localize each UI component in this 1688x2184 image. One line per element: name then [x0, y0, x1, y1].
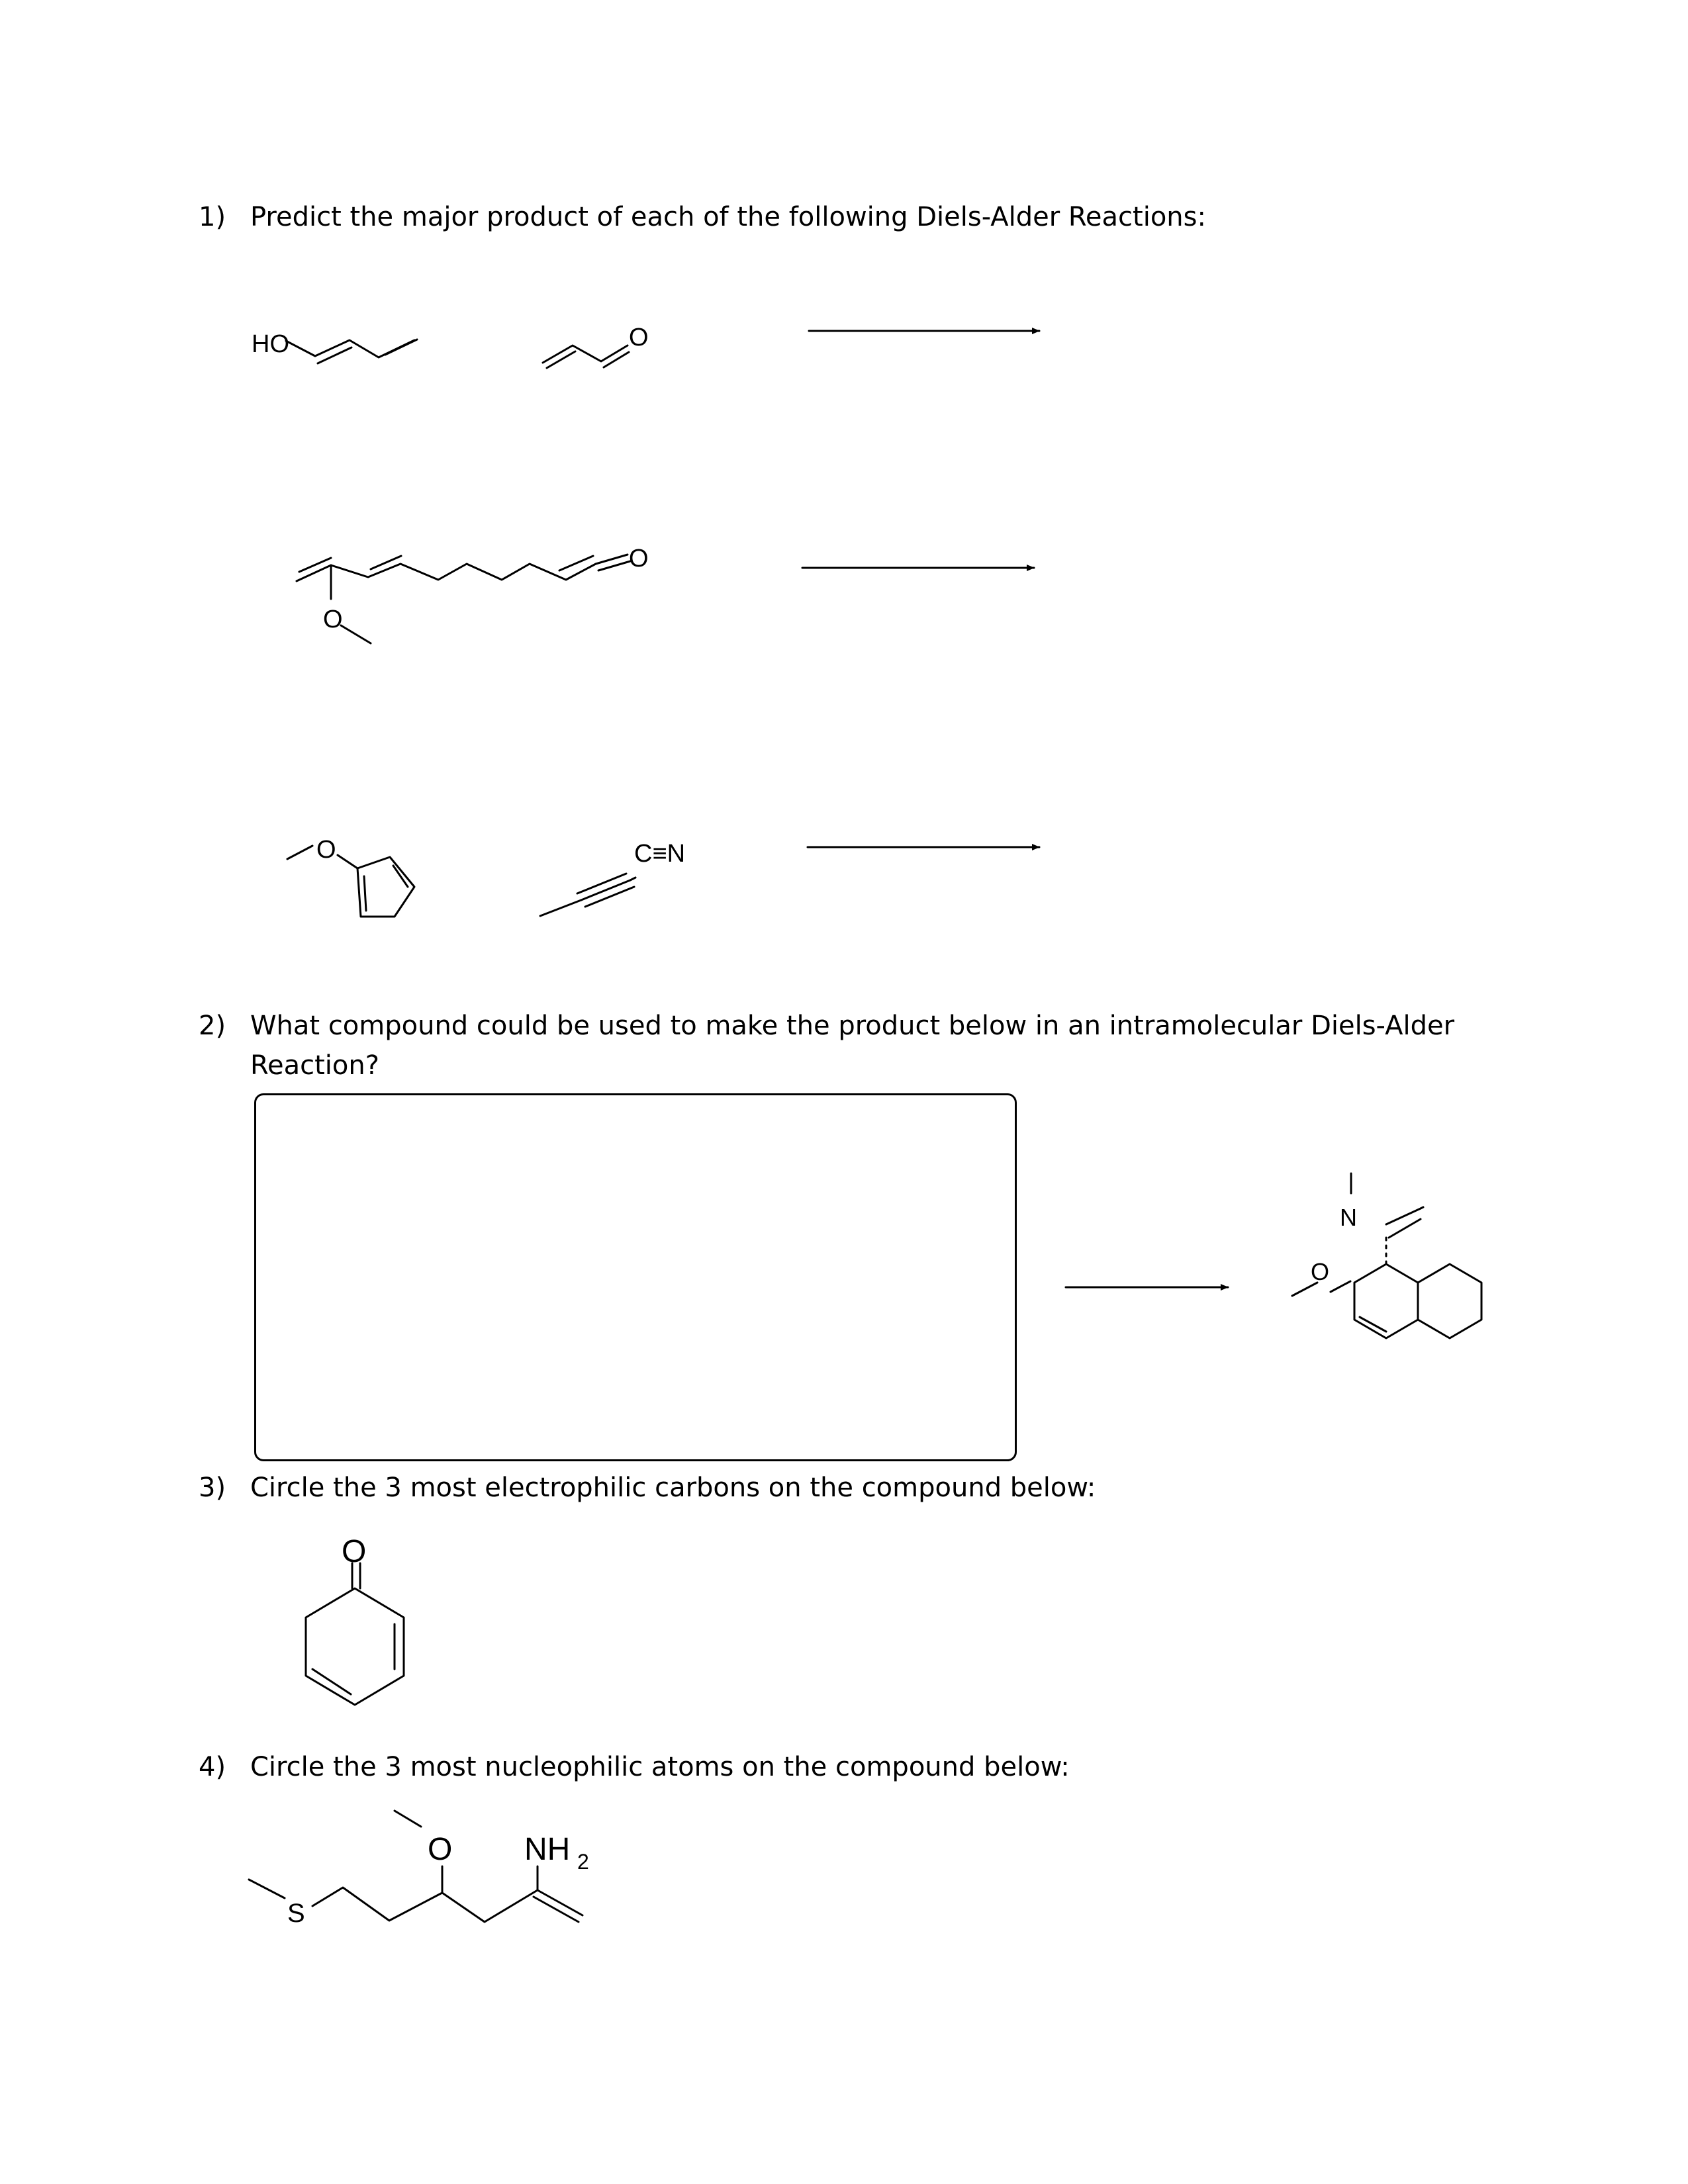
nitrogen-label: N [1340, 1204, 1357, 1231]
question-text: Predict the major product of each of the following Diels-Alder Reactions: [250, 202, 1206, 232]
alkyne-nitrile-3 [540, 874, 635, 916]
cyclopentadiene-3 [287, 846, 414, 917]
question-number: 1) [199, 202, 226, 232]
question-number: 4) [199, 1752, 226, 1782]
amine-subscript: 2 [577, 1850, 589, 1874]
oxygen-label: O [629, 545, 649, 572]
oxygen-label: O [629, 324, 649, 351]
question-number: 2) [199, 1011, 226, 1041]
amine-label: NH [524, 1832, 571, 1867]
sulfur-label: S [287, 1899, 305, 1928]
oxygen-label: O [323, 606, 343, 633]
oxygen-label: O [316, 836, 336, 864]
oxygen-label: O [1311, 1258, 1330, 1285]
question-text: Circle the 3 most nucleophilic atoms on the compound below: [250, 1752, 1070, 1782]
diene-1 [286, 340, 417, 363]
hydroxyl-label: HO [252, 330, 289, 358]
dienophile-1 [543, 345, 629, 368]
oxygen-label: O [342, 1534, 367, 1569]
triene-2 [297, 555, 630, 643]
bicyclic-product [1292, 1173, 1481, 1338]
nitrile-label: C≡N [634, 840, 686, 868]
oxygen-label: O [428, 1832, 453, 1867]
question-text-line-1: What compound could be used to make the product below in an intramolecular Diels-Alder [250, 1011, 1455, 1041]
question-number: 3) [199, 1473, 226, 1503]
question-text-line-2: Reaction? [250, 1050, 379, 1081]
cyclohexadienone [306, 1563, 404, 1705]
question-text: Circle the 3 most electrophilic carbons on the compound below: [250, 1473, 1096, 1503]
